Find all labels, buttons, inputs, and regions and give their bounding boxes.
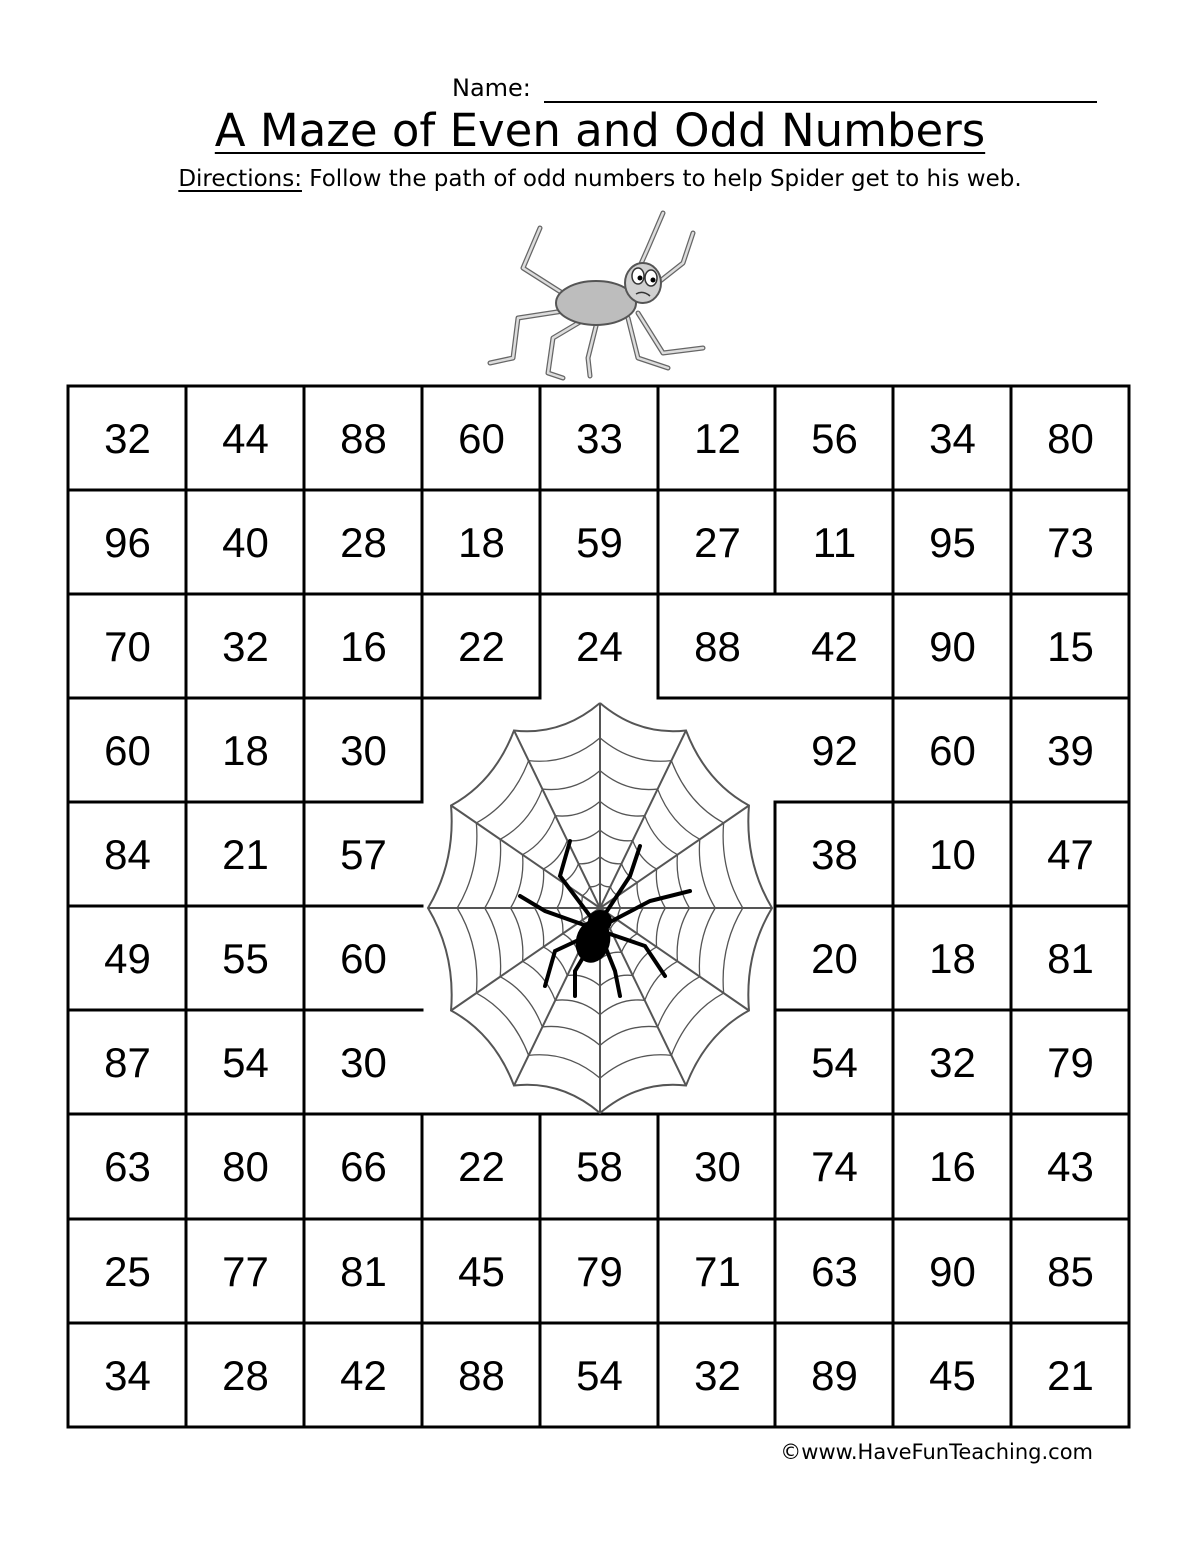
maze-cell[interactable]: 90: [929, 1248, 976, 1295]
maze-cell[interactable]: 32: [222, 623, 269, 670]
maze-cell[interactable]: 39: [1047, 727, 1094, 774]
maze-cell[interactable]: 88: [694, 623, 741, 670]
maze-cell[interactable]: 77: [222, 1248, 269, 1295]
maze-cell[interactable]: 54: [811, 1039, 858, 1086]
maze-cell[interactable]: 33: [576, 415, 623, 462]
maze-cell[interactable]: 79: [576, 1248, 623, 1295]
maze-cell[interactable]: 55: [222, 935, 269, 982]
maze-cell[interactable]: 80: [222, 1143, 269, 1190]
maze-cell[interactable]: 88: [340, 415, 387, 462]
maze-cell[interactable]: 16: [929, 1143, 976, 1190]
maze-cell[interactable]: 54: [576, 1352, 623, 1399]
worksheet-title: A Maze of Even and Odd Numbers: [214, 104, 986, 157]
maze-cell[interactable]: 57: [340, 831, 387, 878]
maze-cell[interactable]: 20: [811, 935, 858, 982]
maze-cell[interactable]: 15: [1047, 623, 1094, 670]
maze-cell[interactable]: 81: [1047, 935, 1094, 982]
maze-cell[interactable]: 32: [104, 415, 151, 462]
maze-cell[interactable]: 30: [340, 1039, 387, 1086]
maze-cell[interactable]: 18: [458, 519, 505, 566]
maze-cell[interactable]: 58: [576, 1143, 623, 1190]
maze-cell[interactable]: 32: [929, 1039, 976, 1086]
maze-cell[interactable]: 49: [104, 935, 151, 982]
maze-cell[interactable]: 21: [222, 831, 269, 878]
maze-cell[interactable]: 34: [929, 415, 976, 462]
maze-cell[interactable]: 60: [929, 727, 976, 774]
maze-cell[interactable]: 18: [929, 935, 976, 982]
maze-cell[interactable]: 79: [1047, 1039, 1094, 1086]
maze-cell[interactable]: 95: [929, 519, 976, 566]
maze-cell[interactable]: 60: [458, 415, 505, 462]
maze-cell[interactable]: 59: [576, 519, 623, 566]
maze-cell[interactable]: 22: [458, 1143, 505, 1190]
maze-cell[interactable]: 32: [694, 1352, 741, 1399]
maze-cell[interactable]: 38: [811, 831, 858, 878]
maze-cell[interactable]: 30: [340, 727, 387, 774]
maze-cell[interactable]: 11: [812, 519, 857, 566]
maze-cell[interactable]: 87: [104, 1039, 151, 1086]
maze-cell[interactable]: 30: [694, 1143, 741, 1190]
maze-cell[interactable]: 85: [1047, 1248, 1094, 1295]
maze-cell[interactable]: 47: [1047, 831, 1094, 878]
maze-cell[interactable]: 28: [222, 1352, 269, 1399]
spider-web-image: [425, 696, 775, 1114]
maze-cell[interactable]: 63: [104, 1143, 151, 1190]
maze-cell[interactable]: 42: [340, 1352, 387, 1399]
directions-label: Directions:: [178, 166, 302, 192]
maze-cell[interactable]: 73: [1047, 519, 1094, 566]
maze-cell[interactable]: 96: [104, 519, 151, 566]
maze-cell[interactable]: 34: [104, 1352, 151, 1399]
maze-cell[interactable]: 24: [576, 623, 623, 670]
maze-cell[interactable]: 80: [1047, 415, 1094, 462]
maze-cell[interactable]: 25: [104, 1248, 151, 1295]
maze-cell[interactable]: 90: [929, 623, 976, 670]
maze-cell[interactable]: 27: [694, 519, 741, 566]
maze-cell[interactable]: 54: [222, 1039, 269, 1086]
maze-cell[interactable]: 42: [811, 623, 858, 670]
maze-cell[interactable]: 60: [340, 935, 387, 982]
name-label: Name:: [452, 74, 531, 102]
maze-cell[interactable]: 66: [340, 1143, 387, 1190]
maze-cell[interactable]: 56: [811, 415, 858, 462]
maze-cell[interactable]: 89: [811, 1352, 858, 1399]
directions-text: Follow the path of odd numbers to help Spider get to his web.: [301, 166, 1022, 192]
maze-cell[interactable]: 92: [811, 727, 858, 774]
maze-cell[interactable]: 60: [104, 727, 151, 774]
maze-cell[interactable]: 28: [340, 519, 387, 566]
maze-cell[interactable]: 84: [104, 831, 151, 878]
maze-cell[interactable]: 88: [458, 1352, 505, 1399]
maze-cell[interactable]: 81: [340, 1248, 387, 1295]
maze-cell[interactable]: 74: [811, 1143, 858, 1190]
maze-cell[interactable]: 63: [811, 1248, 858, 1295]
maze-cell[interactable]: 21: [1047, 1352, 1094, 1399]
maze-cell[interactable]: 12: [694, 415, 741, 462]
maze-cell[interactable]: 10: [929, 831, 976, 878]
maze-cell[interactable]: 22: [458, 623, 505, 670]
copyright-footer: ©www.HaveFunTeaching.com: [780, 1440, 1093, 1464]
maze-cell[interactable]: 43: [1047, 1143, 1094, 1190]
maze-cell[interactable]: 16: [340, 623, 387, 670]
maze-cell[interactable]: 44: [222, 415, 269, 462]
maze-cell[interactable]: 45: [458, 1248, 505, 1295]
maze-cell[interactable]: 40: [222, 519, 269, 566]
maze-cell[interactable]: 45: [929, 1352, 976, 1399]
maze-cell[interactable]: 70: [104, 623, 151, 670]
maze-cell[interactable]: 18: [222, 727, 269, 774]
maze-cell[interactable]: 71: [694, 1248, 741, 1295]
